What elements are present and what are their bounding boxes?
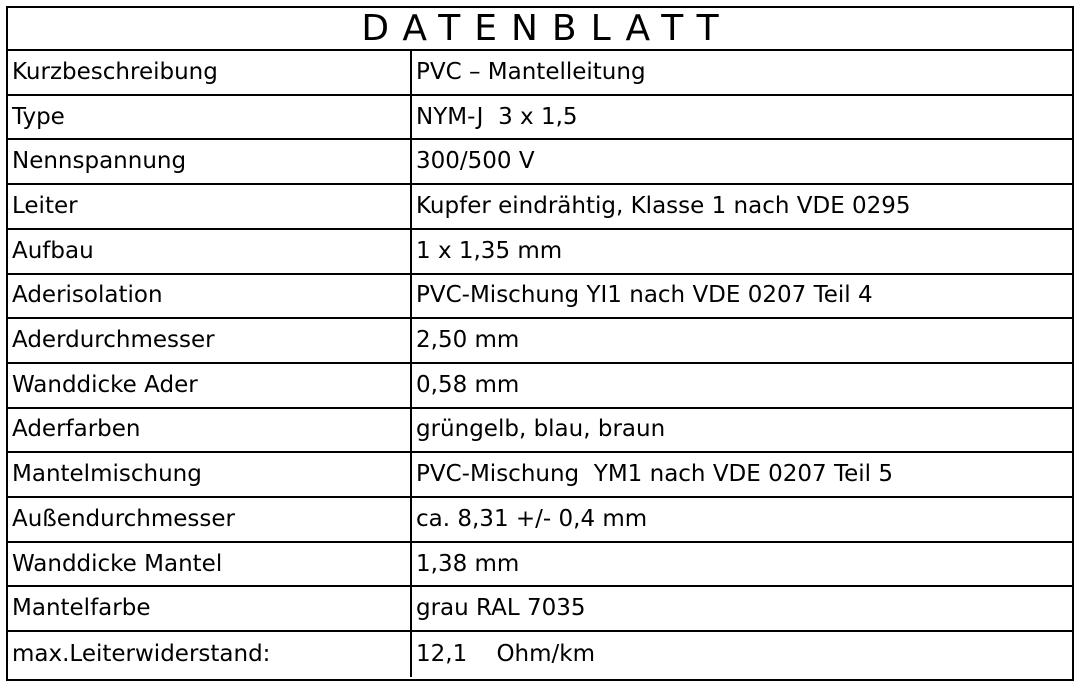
row-label: Type: [8, 96, 412, 139]
row-label: max.Leiterwiderstand:: [8, 632, 412, 677]
row-label: Wanddicke Mantel: [8, 543, 412, 586]
row-value: 300/500 V: [416, 148, 535, 175]
table-row: [8, 230, 1072, 275]
row-label: Leiter: [8, 185, 412, 228]
table-row: [8, 319, 1072, 364]
row-label: Aderdurchmesser: [8, 319, 412, 362]
row-value: NYM-J 3 x 1,5: [416, 103, 578, 130]
row-value: PVC-Mischung YM1 nach VDE 0207 Teil 5: [416, 461, 893, 488]
table-row: [8, 185, 1072, 230]
datasheet-rows: [8, 51, 1072, 677]
row-label: Wanddicke Ader: [8, 364, 412, 407]
datasheet-table: [6, 6, 1074, 681]
table-row: [8, 51, 1072, 96]
row-value: 0,58 mm: [416, 371, 520, 398]
row-label: Kurzbeschreibung: [8, 51, 412, 94]
row-value: 2,50 mm: [416, 327, 520, 354]
row-label: Aderfarben: [8, 409, 412, 452]
datasheet-title: DATENBLATT: [8, 8, 1072, 51]
table-row: [8, 364, 1072, 409]
row-value: PVC – Mantelleitung: [416, 58, 646, 85]
table-row: [8, 140, 1072, 185]
row-value: 12,1 Ohm/km: [416, 640, 596, 667]
row-label: Aufbau: [8, 230, 412, 273]
table-row: [8, 543, 1072, 588]
row-value: ca. 8,31 +/- 0,4 mm: [416, 505, 648, 532]
table-row: [8, 409, 1072, 454]
table-row: [8, 632, 1072, 677]
table-row: [8, 96, 1072, 141]
row-label: Nennspannung: [8, 140, 412, 183]
table-row: [8, 498, 1072, 543]
table-row: [8, 587, 1072, 632]
row-label: Aderisolation: [8, 275, 412, 318]
row-label: Mantelmischung: [8, 453, 412, 496]
row-value: PVC-Mischung YI1 nach VDE 0207 Teil 4: [416, 282, 873, 309]
row-label: Mantelfarbe: [8, 587, 412, 630]
row-value: grau RAL 7035: [416, 595, 586, 622]
row-value: 1,38 mm: [416, 550, 520, 577]
row-value: Kupfer eindrähtig, Klasse 1 nach VDE 0295: [416, 192, 911, 219]
table-row: [8, 275, 1072, 320]
table-row: [8, 453, 1072, 498]
row-value: 1 x 1,35 mm: [416, 237, 563, 264]
row-label: Außendurchmesser: [8, 498, 412, 541]
row-value: grüngelb, blau, braun: [416, 416, 666, 443]
